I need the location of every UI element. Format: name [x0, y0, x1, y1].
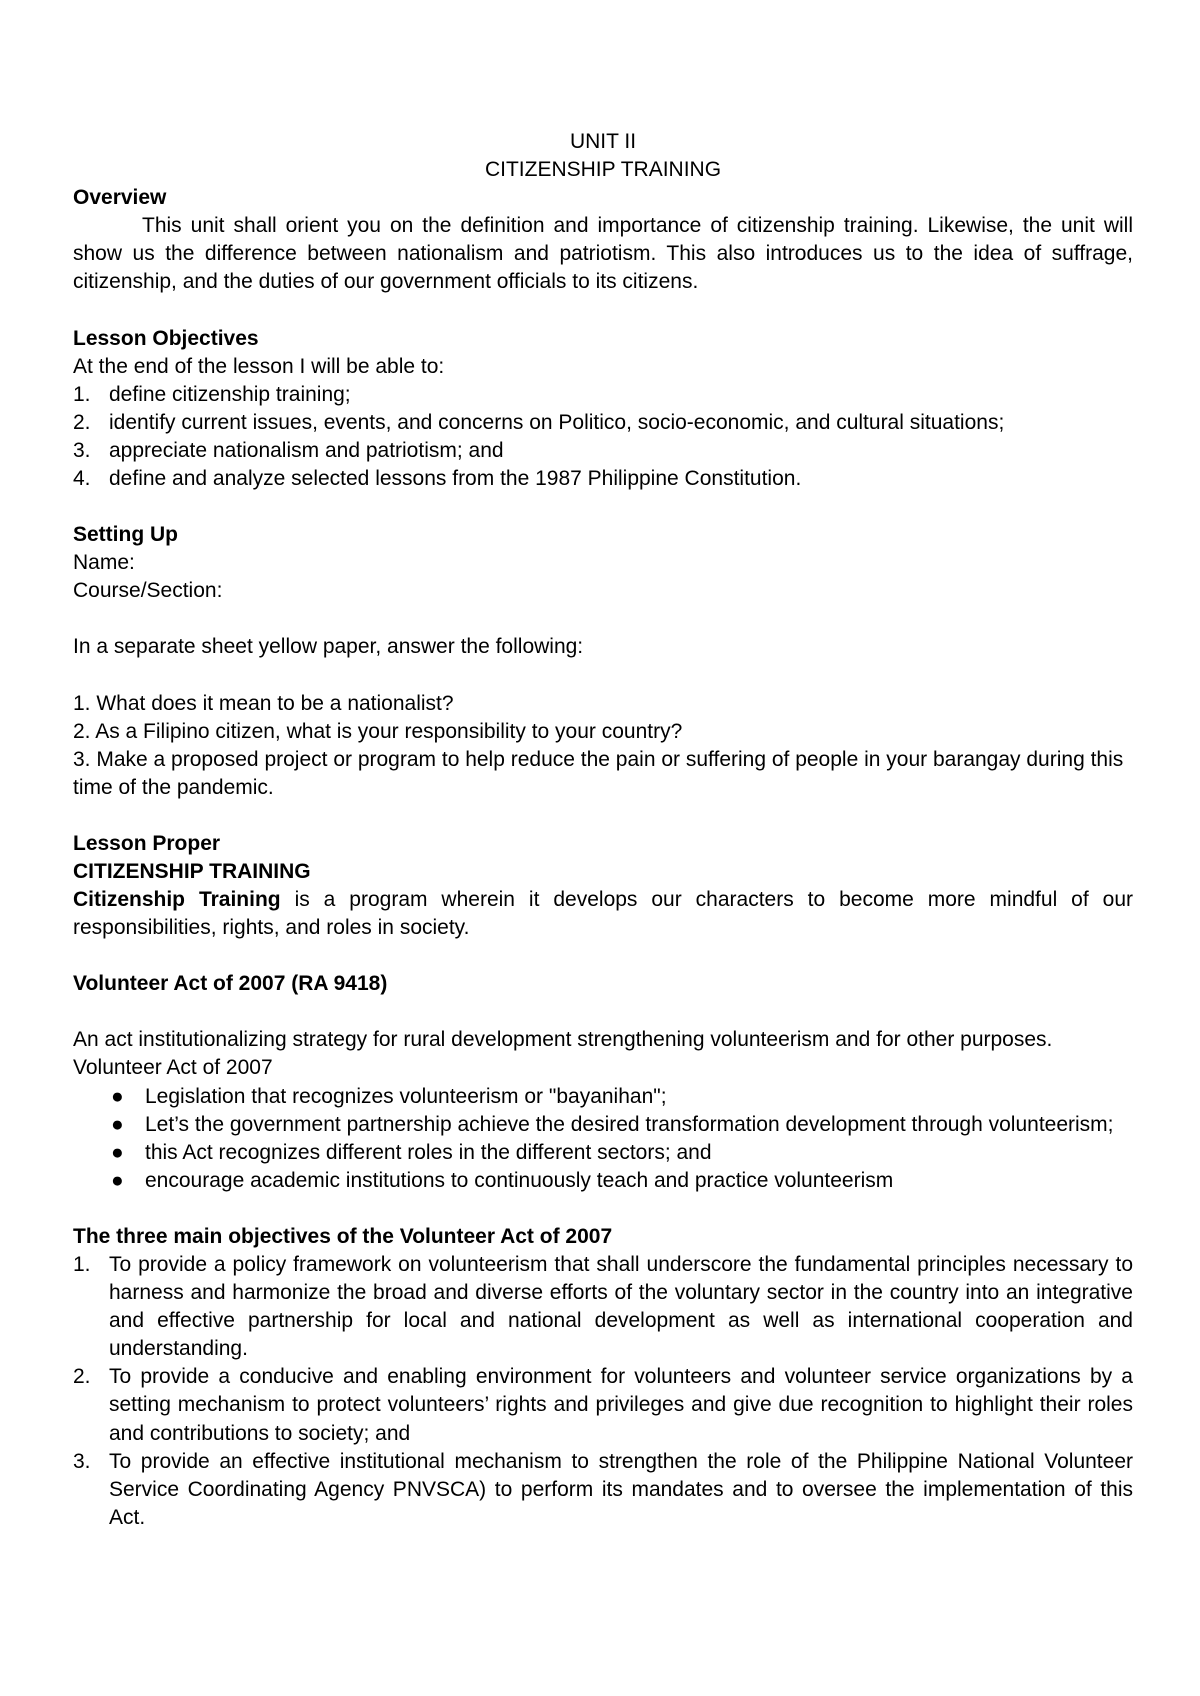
list-item: 1. To provide a policy framework on volunteerism that shall underscore the fundamental principles necessary to harness and harmonize the broad and diverse efforts of the voluntary sector in the country into an integrative and effective partnership for local and national development as well as international cooperation and understanding. — [73, 1253, 1133, 1361]
list-item: ● encourage academic institutions to continuously teach and practice volunteerism — [73, 1167, 1133, 1195]
setup-question: 2. As a Filipino citizen, what is your responsibility to your country? — [73, 719, 683, 743]
list-item: 1. define citizenship training; — [73, 382, 351, 406]
setup-question: 1. What does it mean to be a nationalist? — [73, 691, 454, 715]
volunteer-act-list-title: Volunteer Act of 2007 — [73, 1056, 273, 1080]
setup-heading: Setting Up — [73, 523, 178, 547]
list-item: ● this Act recognizes different roles in the different sectors; and — [73, 1139, 1133, 1167]
bullet-icon: ● — [111, 1112, 124, 1136]
citizenship-training-definition — [73, 886, 1133, 942]
list-item: ● Legislation that recognizes volunteerism or "bayanihan"; — [73, 1083, 1133, 1111]
objectives-heading: Lesson Objectives — [73, 326, 259, 350]
list-item: 2. To provide a conducive and enabling environment for volunteers and volunteer service organizations by a setting mechanism to protect volunteers’ rights and privileges and give due recognition to highlight their roles and contributions to society; and — [73, 1365, 1133, 1445]
list-item: ● Let’s the government partnership achieve the desired transformation development through volunteerism; — [73, 1111, 1133, 1139]
bullet-icon: ● — [111, 1140, 124, 1164]
main-objectives-heading: The three main objectives of the Volunteer Act of 2007 — [73, 1224, 613, 1248]
list-item: 3. appreciate nationalism and patriotism; and — [73, 438, 504, 462]
volunteer-act-bullets — [73, 1083, 1133, 1195]
objectives-list — [73, 381, 1133, 493]
setup-question: 3. Make a proposed project or program to help reduce the pain or suffering of people in your barangay during this time of the pandemic. — [73, 747, 1124, 799]
main-objectives-list — [73, 1251, 1133, 1532]
list-item: 4. define and analyze selected lessons from the 1987 Philippine Constitution. — [73, 467, 802, 491]
name-label: Name: — [73, 551, 135, 575]
bullet-icon: ● — [111, 1168, 124, 1192]
page-title: CITIZENSHIP TRAINING — [484, 158, 722, 182]
list-item: 2. identify current issues, events, and concerns on Politico, socio-economic, and cultural situations; — [73, 410, 1005, 434]
volunteer-act-description: An act institutionalizing strategy for rural development strengthening volunteerism and for other purposes. — [73, 1028, 1053, 1052]
objectives-intro: At the end of the lesson I will be able to: — [73, 354, 445, 378]
lesson-proper-heading: Lesson Proper — [73, 831, 221, 855]
overview-heading: Overview — [73, 186, 167, 210]
course-section-label: Course/Section: — [73, 579, 223, 603]
unit-label: UNIT II — [569, 130, 637, 153]
definition-term: Citizenship Training — [73, 888, 281, 912]
list-item: 3. To provide an effective institutional mechanism to strengthen the role of the Philippine National Volunteer Service Coordinating Agency PNVSCA) to perform its mandates and to oversee the implementation of this Act. — [73, 1449, 1133, 1529]
setup-instruction: In a separate sheet yellow paper, answer the following: — [73, 635, 584, 659]
volunteer-act-heading: Volunteer Act of 2007 (RA 9418) — [73, 972, 388, 996]
definition-text: is a program wherein it develops our characters to become more mindful of our responsibilities, rights, and roles in society. — [73, 888, 1133, 940]
lesson-subheading: CITIZENSHIP TRAINING — [73, 859, 311, 883]
overview-text: This unit shall orient you on the definition and importance of citizenship training. Likewise, the unit will show us the difference between nationalism and patriotism. This also introduces us to the idea of suffrage, citizenship, and the duties of our government officials to its citizens. — [73, 214, 1133, 294]
document-content — [73, 128, 1133, 1532]
bullet-icon: ● — [111, 1084, 124, 1108]
